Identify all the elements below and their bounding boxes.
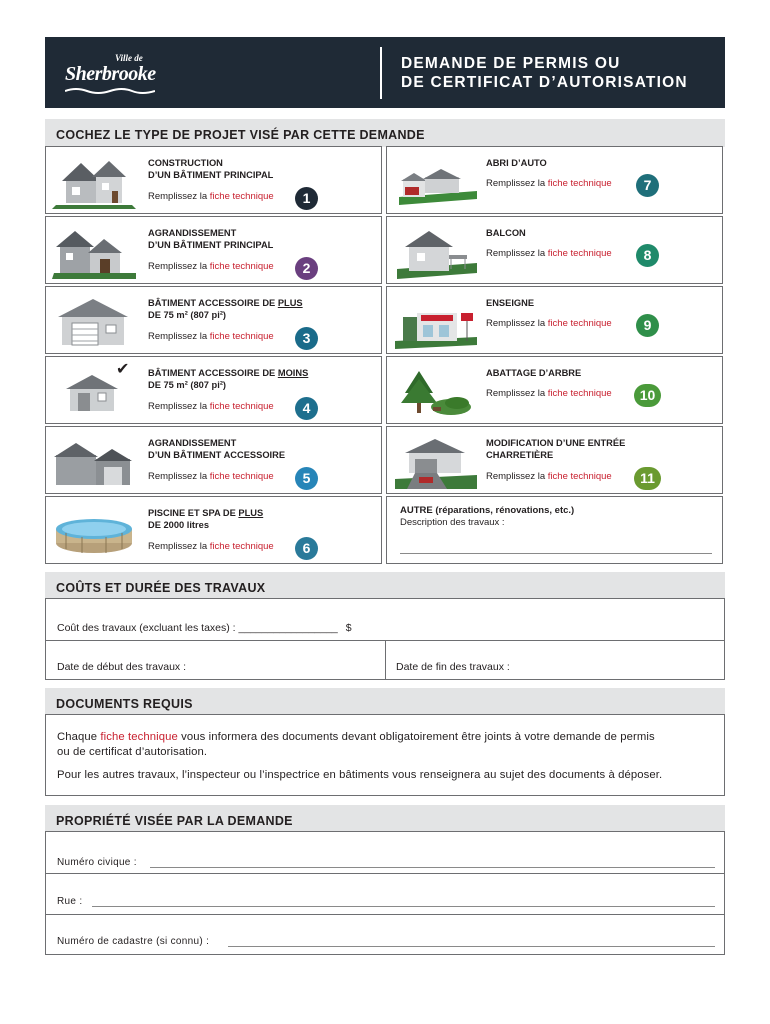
- property-divider-1: [46, 873, 724, 874]
- fill-instruction: Remplissez la fiche technique: [148, 541, 274, 552]
- form-number-badge: 7: [636, 174, 659, 197]
- cost-field[interactable]: _________________: [238, 622, 338, 634]
- civic-number-field[interactable]: [150, 867, 715, 868]
- project-option-title: AGRANDISSEMENT D’UN BÂTIMENT ACCESSOIRE: [148, 438, 286, 460]
- form-number-badge: 5: [295, 467, 318, 490]
- start-date-field[interactable]: Date de début des travaux :: [57, 661, 186, 673]
- documents-heading: DOCUMENTS REQUIS: [45, 688, 725, 716]
- project-option-7[interactable]: [386, 146, 723, 214]
- sherbrooke-logo: [65, 51, 165, 95]
- street-field[interactable]: [92, 906, 715, 907]
- form-number-badge: 11: [634, 467, 661, 490]
- fill-instruction: Remplissez la fiche technique: [486, 388, 612, 399]
- project-option-11[interactable]: [386, 426, 723, 494]
- form-number-badge: 4: [295, 397, 318, 420]
- shed-icon: [52, 363, 136, 419]
- property-box: [45, 831, 725, 955]
- cadastre-field[interactable]: [228, 946, 715, 947]
- project-option-title: BALCON: [486, 228, 526, 238]
- property-heading: PROPRIÉTÉ VISÉE PAR LA DEMANDE: [45, 805, 725, 833]
- documents-box: [45, 714, 725, 796]
- project-type-heading: COCHEZ LE TYPE DE PROJET VISÉ PAR CETTE DEMANDE: [45, 119, 725, 147]
- fiche-technique-link[interactable]: fiche technique: [209, 541, 274, 552]
- fiche-technique-link[interactable]: fiche technique: [209, 401, 274, 412]
- fiche-technique-link[interactable]: fiche technique: [547, 471, 612, 482]
- project-option-5[interactable]: [45, 426, 382, 494]
- documents-paragraph-2: Pour les autres travaux, l’inspecteur ou l’inspectrice en bâtiments vous renseignera au sujet des documents à déposer.: [57, 769, 663, 781]
- project-option-2[interactable]: [45, 216, 382, 284]
- costs-heading: COÛTS ET DURÉE DES TRAVAUX: [45, 572, 725, 600]
- balcony-house-icon: [393, 223, 477, 279]
- project-option-title: ABRI D’AUTO: [486, 158, 547, 168]
- form-title-line1: DEMANDE DE PERMIS OU: [401, 55, 621, 72]
- pool-icon: [52, 503, 136, 559]
- fiche-technique-link[interactable]: fiche technique: [209, 261, 274, 272]
- project-option-3[interactable]: [45, 286, 382, 354]
- form-title: [401, 54, 688, 92]
- currency-symbol: $: [345, 622, 352, 634]
- tree-cutting-icon: [393, 363, 477, 419]
- fill-instruction: Remplissez la fiche technique: [486, 248, 612, 259]
- garage-extension-icon: [52, 433, 136, 489]
- documents-paragraph-1: Chaque fiche technique vous informera des documents devant obligatoirement être joints à votre demande de permis ou de certificat d’autorisation.: [57, 731, 655, 758]
- project-option-8[interactable]: [386, 216, 723, 284]
- fill-instruction: Remplissez la fiche technique: [148, 401, 274, 412]
- form-title-line2: DE CERTIFICAT D’AUTORISATION: [401, 74, 688, 91]
- other-title: AUTRE (réparations, rénovations, etc.): [400, 505, 575, 516]
- project-option-title: AGRANDISSEMENT D’UN BÂTIMENT PRINCIPAL: [148, 228, 274, 250]
- fill-instruction: Remplissez la fiche technique: [148, 471, 274, 482]
- dates-divider: [385, 640, 386, 680]
- house-extension-icon: [52, 223, 136, 279]
- project-option-title: CONSTRUCTION D’UN BÂTIMENT PRINCIPAL: [148, 158, 274, 180]
- project-option-title: PISCINE ET SPA DE PLUS DE 2000 litres: [148, 508, 264, 530]
- street-label: Rue :: [57, 896, 83, 907]
- project-option-title: MODIFICATION D’UNE ENTRÉE CHARRETIÈRE: [486, 438, 626, 460]
- project-option-4[interactable]: [45, 356, 382, 424]
- fiche-technique-link[interactable]: fiche technique: [547, 248, 612, 259]
- project-option-title: BÂTIMENT ACCESSOIRE DE PLUS DE 75 m² (807 pi²): [148, 298, 303, 320]
- project-option-other[interactable]: [386, 496, 723, 564]
- project-option-10[interactable]: [386, 356, 723, 424]
- fiche-technique-link[interactable]: fiche technique: [209, 331, 274, 342]
- fill-instruction: Remplissez la fiche technique: [486, 178, 612, 189]
- project-option-title: ENSEIGNE: [486, 298, 535, 308]
- fill-instruction: Remplissez la fiche technique: [148, 331, 274, 342]
- project-option-title: ABATTAGE D’ARBRE: [486, 368, 582, 378]
- fiche-technique-link[interactable]: fiche technique: [547, 318, 612, 329]
- checked-mark-icon: ✔: [116, 361, 130, 378]
- form-number-badge: 3: [295, 327, 318, 350]
- fill-instruction: Remplissez la fiche technique: [148, 261, 274, 272]
- costs-box: [45, 598, 725, 680]
- fill-instruction: Remplissez la fiche technique: [486, 471, 612, 482]
- form-number-badge: 6: [295, 537, 318, 560]
- carport-icon: [393, 153, 477, 209]
- form-number-badge: 10: [634, 384, 661, 407]
- form-number-badge: 2: [295, 257, 318, 280]
- logo-prefix: Ville de: [115, 53, 143, 63]
- driveway-icon: [393, 433, 477, 489]
- project-option-6[interactable]: [45, 496, 382, 564]
- end-date-field[interactable]: Date de fin des travaux :: [396, 661, 510, 673]
- other-description-field[interactable]: [400, 553, 712, 554]
- logo-wave-icon: [65, 87, 155, 95]
- house-icon: [52, 153, 136, 209]
- fiche-technique-link[interactable]: fiche technique: [209, 191, 274, 202]
- civic-number-label: Numéro civique :: [57, 857, 137, 868]
- project-option-9[interactable]: [386, 286, 723, 354]
- fiche-technique-link[interactable]: fiche technique: [547, 388, 612, 399]
- large-garage-icon: [52, 293, 136, 349]
- fill-instruction: Remplissez la fiche technique: [148, 191, 274, 202]
- property-divider-2: [46, 914, 724, 915]
- sign-storefront-icon: [393, 293, 477, 349]
- fiche-technique-link[interactable]: fiche technique: [547, 178, 612, 189]
- project-type-grid: [45, 146, 725, 564]
- logo-city: Sherbrooke: [65, 63, 156, 85]
- project-option-title: BÂTIMENT ACCESSOIRE DE MOINS DE 75 m² (807 pi²): [148, 368, 309, 390]
- cost-label: Coût des travaux (excluant les taxes) :: [57, 622, 239, 634]
- cadastre-label: Numéro de cadastre (si connu) :: [57, 936, 210, 947]
- page-header: [45, 37, 725, 108]
- project-option-1[interactable]: [45, 146, 382, 214]
- fiche-technique-link[interactable]: fiche technique: [100, 731, 178, 743]
- form-number-badge: 9: [636, 314, 659, 337]
- fill-instruction: Remplissez la fiche technique: [486, 318, 612, 329]
- other-description-label: Description des travaux :: [400, 517, 505, 528]
- fiche-technique-link[interactable]: fiche technique: [209, 471, 274, 482]
- cost-row: [57, 622, 735, 634]
- header-divider: [380, 47, 382, 99]
- form-number-badge: 1: [295, 187, 318, 210]
- form-number-badge: 8: [636, 244, 659, 267]
